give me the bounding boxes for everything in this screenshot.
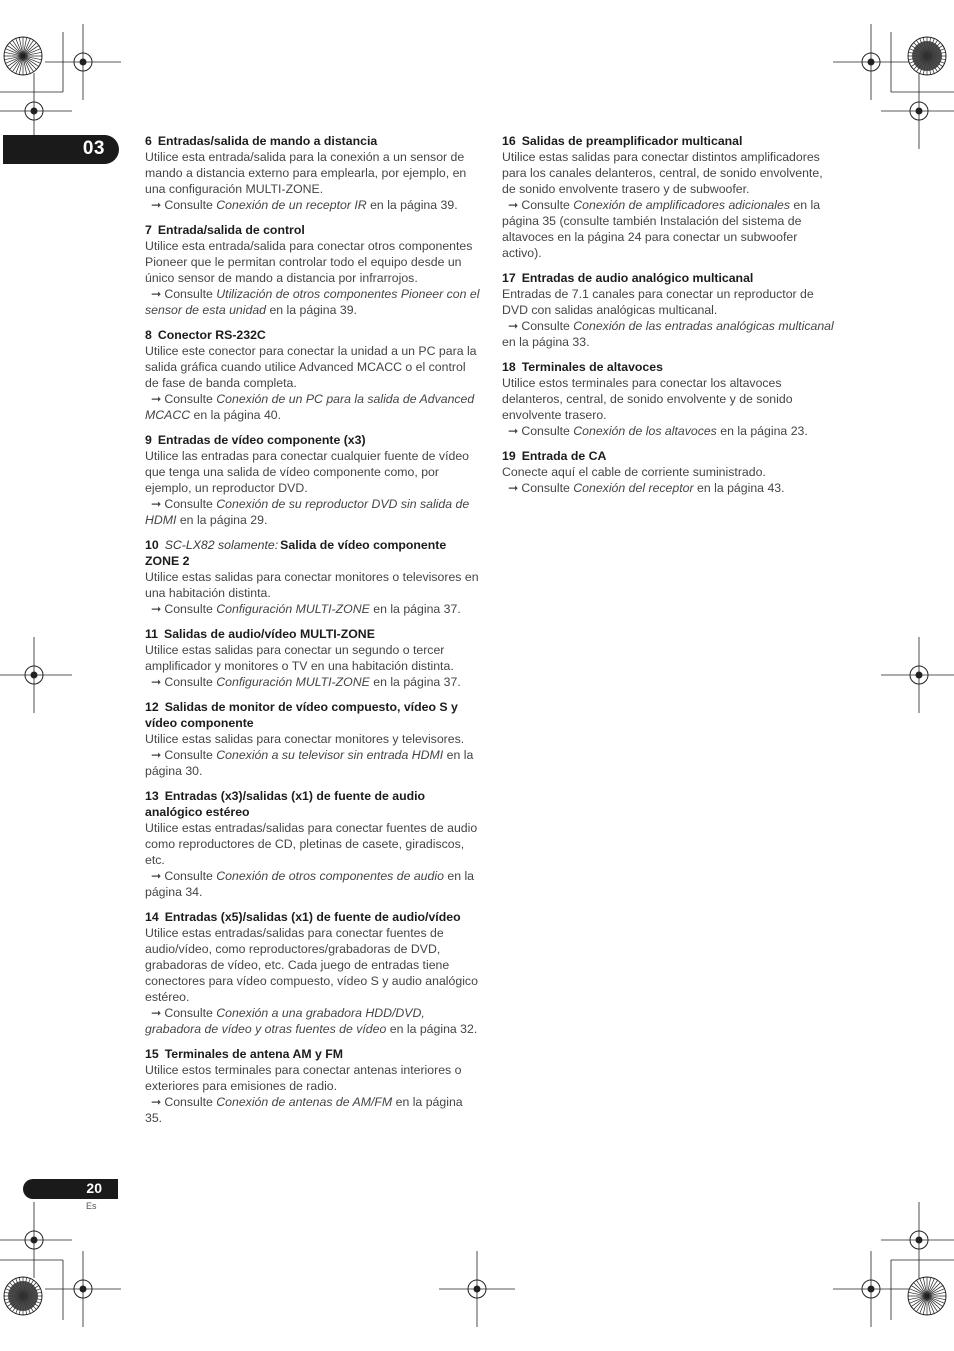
arrow-icon: ➞ [508, 424, 519, 438]
arrow-icon: ➞ [151, 392, 162, 406]
section-item [502, 270, 838, 350]
reference-title: Conexión de un PC para la salida de Advanced MCACC [145, 392, 475, 422]
right-column [502, 133, 838, 505]
section-number: 7 [145, 223, 152, 237]
reference-word: Consulte [164, 287, 213, 301]
reference-word: Consulte [164, 198, 213, 212]
section-reference [145, 868, 481, 900]
section-body: Utilice estos terminales para conectar los altavoces delanteros, central, de sonido envolvente y de sonido envolvente trasero. [502, 376, 793, 422]
left-column [145, 133, 481, 1135]
section-reference [145, 1094, 481, 1126]
reference-word: Consulte [521, 424, 570, 438]
section-heading [145, 537, 481, 569]
section-body: Entradas de 7.1 canales para conectar un reproductor de DVD con salidas analógicas multicanal. [502, 287, 814, 317]
arrow-icon: ➞ [151, 748, 162, 762]
arrow-icon: ➞ [508, 319, 519, 333]
section-body: Utilice las entradas para conectar cualquier fuente de vídeo que tenga una salida de vídeo componente como, por ejemplo, un reproductor DVD. [145, 449, 470, 495]
section-reference [145, 601, 481, 617]
section-title: Entrada/salida de control [157, 223, 305, 237]
reference-tail: en la página 33. [502, 335, 590, 349]
section-heading [502, 448, 838, 464]
section-heading [145, 699, 481, 731]
reference-tail: en la página 29. [179, 513, 268, 527]
section-reference [502, 318, 838, 350]
reference-title: Conexión de amplificadores adicionales [573, 198, 790, 212]
reference-title: Conexión de otros componentes de audio [216, 869, 444, 883]
section-item [502, 359, 838, 439]
section-title: Salidas de audio/vídeo MULTI-ZONE [164, 627, 375, 641]
section-body: Utilice estas salidas para conectar monitores y televisores. [145, 732, 465, 746]
section-body: Utilice estas salidas para conectar distintos amplificadores para los canales delanteros, central, de sonido envolvente, de sonido envolvente trasero y de subwoofer. [502, 150, 823, 196]
section-item [145, 1046, 481, 1126]
section-body: Utilice esta entrada/salida para la conexión a un sensor de mando a distancia externo para emplearla, por ejemplo, en una configuración MULTI-ZONE. [145, 150, 467, 196]
reference-tail: en la página 32. [389, 1022, 478, 1036]
section-item [145, 537, 481, 617]
section-heading [145, 133, 481, 149]
arrow-icon: ➞ [151, 602, 162, 616]
section-item [145, 432, 481, 528]
section-number: 14 [145, 910, 159, 924]
section-item [145, 222, 481, 318]
reference-tail: en la página 37. [373, 675, 461, 689]
reference-word: Consulte [164, 602, 213, 616]
section-heading [145, 909, 481, 925]
reference-tail: en la página 39. [370, 198, 458, 212]
section-reference [145, 1005, 481, 1037]
reference-word: Consulte [164, 869, 213, 883]
section-heading [502, 359, 838, 375]
section-item [145, 909, 481, 1037]
section-body: Utilice este conector para conectar la unidad a un PC para la salida gráfica cuando utilice Advanced MCACC o el control de fase de banda completa. [145, 344, 477, 390]
section-title: Entrada de CA [521, 449, 607, 463]
reference-title: Conexión de un receptor IR [216, 198, 367, 212]
chapter-tab [3, 135, 119, 164]
section-number: 8 [145, 328, 152, 342]
section-number: 9 [145, 433, 152, 447]
reference-title: Conexión de su reproductor DVD sin salida de HDMI [145, 497, 470, 527]
section-heading [145, 222, 481, 238]
reference-tail: en la página 40. [193, 408, 282, 422]
section-heading [502, 270, 838, 286]
section-number: 16 [502, 134, 516, 148]
section-reference [145, 197, 481, 213]
arrow-icon: ➞ [151, 1095, 162, 1109]
section-title: Entradas/salida de mando a distancia [157, 134, 378, 148]
arrow-icon: ➞ [151, 497, 162, 511]
reference-word: Consulte [164, 497, 213, 511]
section-reference [145, 496, 481, 528]
reference-title: Conexión de las entradas analógicas multicanal [573, 319, 834, 333]
reference-title: Conexión a su televisor sin entrada HDMI [216, 748, 444, 762]
section-qualifier: SC-LX82 solamente: [164, 538, 279, 552]
reference-word: Consulte [164, 1095, 213, 1109]
section-body: Utilice estas entradas/salidas para conectar fuentes de audio como reproductores de CD, pletinas de casete, giradiscos, etc. [145, 821, 478, 867]
reference-title: Conexión de antenas de AM/FM [216, 1095, 393, 1109]
section-reference [502, 480, 838, 496]
section-number: 19 [502, 449, 516, 463]
section-item [145, 626, 481, 690]
reference-tail: en la página 37. [373, 602, 461, 616]
section-title: Terminales de altavoces [521, 360, 663, 374]
section-title: Conector RS-232C [157, 328, 266, 342]
reference-word: Consulte [521, 481, 570, 495]
reference-title: Configuración MULTI-ZONE [216, 602, 370, 616]
section-item [145, 133, 481, 213]
section-body: Utilice estas salidas para conectar monitores o televisores en una habitación distinta. [145, 570, 479, 600]
section-item [145, 327, 481, 423]
section-reference [502, 423, 838, 439]
section-number: 15 [145, 1047, 159, 1061]
section-title: Salidas de monitor de vídeo compuesto, vídeo S y vídeo componente [145, 700, 458, 730]
section-item [502, 133, 838, 261]
section-title: Entradas (x5)/salidas (x1) de fuente de audio/vídeo [164, 910, 461, 924]
page-number: 20 [86, 1180, 102, 1196]
section-body: Utilice estas entradas/salidas para conectar fuentes de audio/vídeo, como reproductores/grabadoras de DVD, grabadoras de vídeo, etc. Cada juego de entradas tiene conectores para vídeo compuesto, vídeo S y audio analógico estéreo. [145, 926, 478, 1004]
section-number: 11 [145, 627, 158, 641]
section-title: Terminales de antena AM y FM [164, 1047, 344, 1061]
reference-tail: en la página 23. [720, 424, 808, 438]
section-number: 13 [145, 789, 159, 803]
section-title: Entradas de vídeo componente (x3) [157, 433, 366, 447]
section-heading [502, 133, 838, 149]
section-body: Utilice estas salidas para conectar un segundo o tercer amplificador y monitores o TV en una habitación distinta. [145, 643, 454, 673]
reference-tail: en la página 39. [269, 303, 357, 317]
reference-word: Consulte [521, 198, 570, 212]
reference-word: Consulte [164, 1006, 213, 1020]
section-heading [145, 432, 481, 448]
section-number: 12 [145, 700, 159, 714]
page-number-tab [23, 1179, 118, 1199]
reference-title: Utilización de otros componentes Pioneer con el sensor de esta unidad [145, 287, 480, 317]
reference-title: Conexión a una grabadora HDD/DVD, grabadora de vídeo y otras fuentes de vídeo [145, 1006, 425, 1036]
reference-tail: en la página 43. [697, 481, 785, 495]
chapter-number: 03 [82, 138, 105, 159]
reference-word: Consulte [521, 319, 570, 333]
section-reference [145, 674, 481, 690]
section-item [502, 448, 838, 496]
arrow-icon: ➞ [508, 481, 519, 495]
reference-word: Consulte [164, 748, 213, 762]
reference-tail: en la página 34. [145, 869, 475, 899]
arrow-icon: ➞ [151, 198, 162, 212]
reference-title: Conexión de los altavoces [573, 424, 717, 438]
section-heading [145, 1046, 481, 1062]
section-number: 17 [502, 271, 516, 285]
section-reference [145, 286, 481, 318]
section-reference [145, 747, 481, 779]
page-language: Es [86, 1201, 97, 1211]
section-heading [145, 626, 481, 642]
section-number: 10 [145, 538, 159, 552]
section-title: Entradas (x3)/salidas (x1) de fuente de audio analógico estéreo [145, 789, 426, 819]
section-body: Utilice esta entrada/salida para conectar otros componentes Pioneer que le permitan controlar todo el equipo desde un único sensor de mando a distancia por infrarrojos. [145, 239, 473, 285]
arrow-icon: ➞ [508, 198, 519, 212]
section-body: Conecte aquí el cable de corriente suministrado. [502, 465, 766, 479]
reference-word: Consulte [164, 675, 213, 689]
section-title: Salida de vídeo componente ZONE 2 [145, 538, 447, 568]
section-heading [145, 327, 481, 343]
section-heading [145, 788, 481, 820]
reference-word: Consulte [164, 392, 213, 406]
arrow-icon: ➞ [151, 675, 162, 689]
section-number: 18 [502, 360, 516, 374]
reference-title: Conexión del receptor [573, 481, 694, 495]
section-reference [145, 391, 481, 423]
reference-tail: en la página 35 (consulte también Instalación del sistema de altavoces en la página 24 para conectar un subwoofer activo). [502, 198, 821, 260]
section-title: Salidas de preamplificador multicanal [521, 134, 743, 148]
arrow-icon: ➞ [151, 1006, 162, 1020]
reference-tail: en la página 30. [145, 748, 474, 778]
section-item [145, 788, 481, 900]
section-reference [502, 197, 838, 261]
arrow-icon: ➞ [151, 287, 162, 301]
section-item [145, 699, 481, 779]
reference-tail: en la página 35. [145, 1095, 463, 1125]
section-title: Entradas de audio analógico multicanal [521, 271, 754, 285]
arrow-icon: ➞ [151, 869, 162, 883]
section-number: 6 [145, 134, 152, 148]
section-body: Utilice estos terminales para conectar antenas interiores o exteriores para emisiones de radio. [145, 1063, 462, 1093]
reference-title: Configuración MULTI-ZONE [216, 675, 370, 689]
